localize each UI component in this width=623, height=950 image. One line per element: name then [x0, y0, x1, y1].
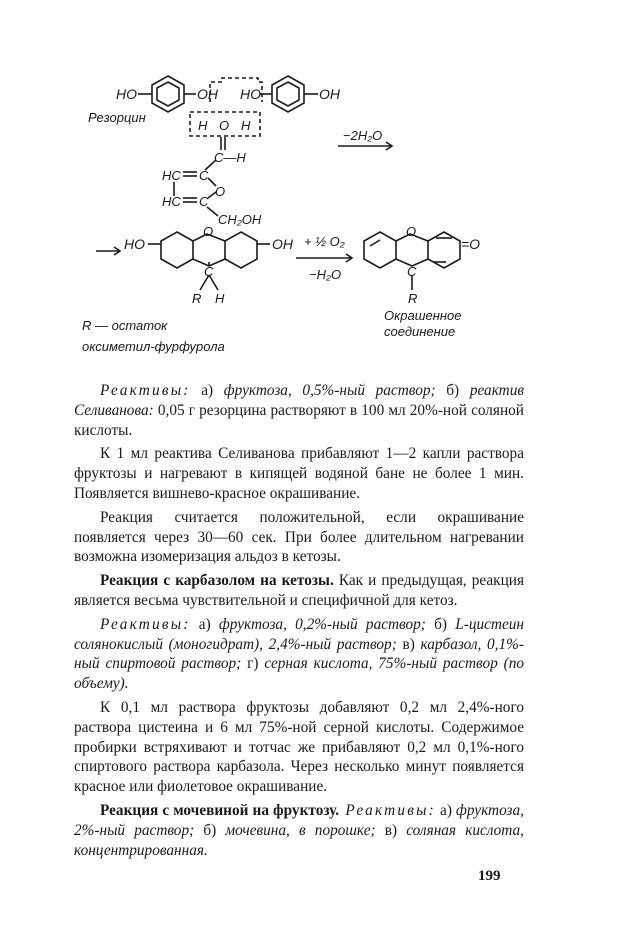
r-note-line-1: R — остаток	[82, 318, 168, 333]
c-label-2: C	[199, 194, 209, 209]
oh-label-3: OH	[272, 236, 293, 252]
reagents-heading: Реактивы:	[100, 615, 191, 633]
c-label-1: C	[199, 168, 209, 183]
colored-compound	[364, 232, 460, 290]
ch2oh-label: CH₂OH	[218, 212, 262, 227]
reagent-description: 0,05 г резорцина растворяют в 100 мл 20%-ной соляной кислоты.	[74, 401, 524, 439]
resorcinol-left	[138, 76, 196, 112]
colored-note-line-2: соединение	[384, 324, 456, 339]
paragraph-seliwanoff-reagents	[74, 381, 524, 440]
item-marker: а)	[435, 801, 456, 819]
r-label-1: R	[192, 291, 202, 306]
minus-2h2o-label: −2H₂O	[343, 128, 383, 143]
r-note-line-2: оксиметил-фурфурола	[82, 339, 225, 354]
reaction-scheme	[0, 0, 623, 375]
reagent-seliwanoff: реактив Селиванова:	[74, 382, 524, 419]
o-xanthene-label-1: O	[203, 224, 214, 239]
h-label-left: H	[198, 118, 208, 133]
carbazole-intro: Как и предыдущая, реакция является весьма чувствительной и специфичной для кетоз.	[74, 572, 524, 609]
oh-label-2: OH	[319, 86, 340, 102]
page-number: 199	[478, 868, 501, 884]
reagent-fructose: фруктоза, 2%-ный раствор;	[74, 801, 524, 839]
colored-note-line-1: Окрашенное	[384, 308, 462, 323]
eq-o-label: =O	[461, 236, 481, 252]
reagents-heading: Реактивы:	[339, 801, 436, 819]
reagent-fructose: фруктоза, 0,5%-ный раствор;	[223, 382, 436, 399]
ho-label-2: HO	[240, 86, 261, 102]
paragraph-procedure: К 1 мл реактива Селиванова прибавляют 1—2 капли раствора фруктозы и нагревают в кипящей водяной бане не более 1 мин. Появляется вишнево-красное окрашивание.	[74, 445, 524, 502]
c-center-label-2: C	[407, 264, 417, 279]
reagent-hcl: соляная кислота, концентрированная.	[74, 821, 524, 859]
reagent-fructose: фруктоза, 0,2%-ный раствор;	[218, 615, 426, 633]
oh-label-1: OH	[197, 86, 218, 102]
item-marker: а)	[190, 615, 219, 633]
paragraph-carbazole-heading	[74, 571, 524, 611]
o-ring-label: O	[215, 184, 226, 199]
item-marker: б)	[435, 382, 470, 399]
urea-heading: Реакция с мочевиной на фруктозу.	[100, 801, 340, 819]
paragraph-urea-heading	[74, 801, 524, 860]
intermediate-xanthene	[148, 232, 270, 290]
h-sub-label: H	[215, 291, 225, 306]
reagent-urea: мочевина, в порошке;	[225, 821, 376, 839]
r-label-2: R	[408, 291, 418, 306]
hc-label-1: HC	[162, 168, 181, 183]
o-label-mid: O	[219, 118, 230, 133]
ch-label: C—H	[214, 150, 246, 165]
c-center-label-1: C	[204, 264, 214, 279]
reagent-cysteine: L-цистеин солянокислый (моногидрат), 2,4%-ный раствор;	[74, 615, 524, 653]
plus-half-o2-label: + ½ O₂	[304, 234, 345, 249]
ho-label-3: HO	[124, 236, 145, 252]
item-marker: б)	[425, 615, 456, 633]
resorcin-label: Резорцин	[88, 110, 146, 125]
paragraph-positive-reaction: Реакция считается положительной, если окрашивание появляется через 30—60 сек. При более длительном нагревании возможна изомеризация альдоз в кетозы.	[74, 508, 524, 566]
paragraph-carbazole-procedure: К 0,1 мл раствора фруктозы добавляют 0,2 мл 2,4%-ного раствора цистеина и 6 мл 75%-ной серной кислоты. Содержимое пробирки встряхивают и тотчас же прибавляют 0,2 мл 0,1%-ного спиртового раствора карбазола. Через несколько минут появляется красное или фиолетовое окрашивание.	[74, 698, 524, 796]
item-marker: б)	[194, 821, 226, 839]
h-label-right: H	[241, 118, 251, 133]
o-xanthene-label-2: O	[406, 224, 417, 239]
reagent-carbazole: карбазол, 0,1%-ный спиртовой раствор;	[74, 635, 524, 673]
item-marker: в)	[375, 821, 407, 839]
item-marker: г)	[241, 655, 265, 673]
carbazole-heading: Реакция с карбазолом на кетозы.	[100, 572, 334, 590]
paragraph-carbazole-reagents	[74, 615, 524, 694]
reagent-sulfuric-acid: серная кислота, 75%-ный раствор (по объему).	[74, 655, 525, 693]
page-body	[74, 381, 524, 864]
reagents-heading: Реактивы:	[100, 382, 191, 399]
hc-label-2: HC	[162, 194, 181, 209]
minus-h2o-label: −H₂O	[309, 267, 342, 282]
item-marker: в)	[396, 635, 421, 653]
resorcinol-right	[260, 76, 318, 112]
ho-label-1: HO	[116, 86, 137, 102]
item-marker: а)	[190, 382, 224, 399]
